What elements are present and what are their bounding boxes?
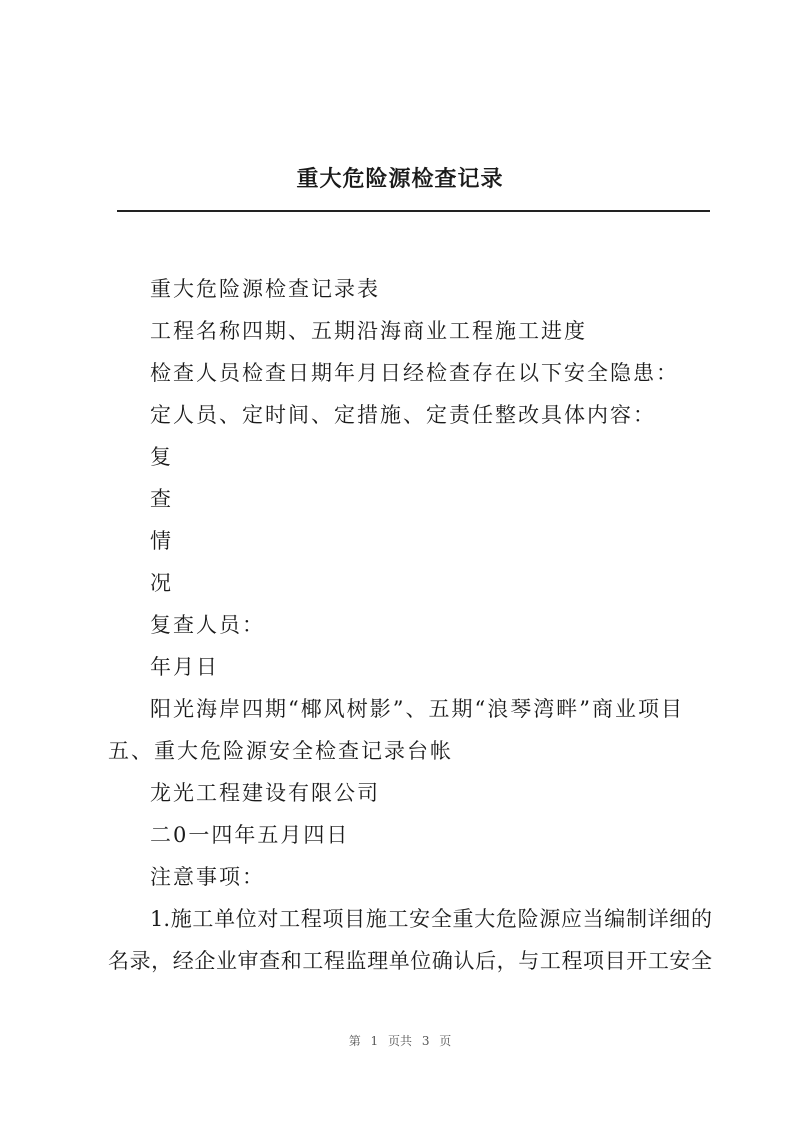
paragraph-review-char-1: 复 [150, 445, 173, 469]
paragraph-project-name: 工程名称四期、五期沿海商业工程施工进度 [150, 319, 587, 343]
paragraph-reviewer: 复查人员： [150, 613, 265, 637]
paragraph-form-title: 重大危险源检查记录表 [150, 277, 380, 301]
paragraph-rectification: 定人员、定时间、定措施、定责任整改具体内容： [150, 403, 656, 427]
paragraph-notes-heading: 注意事项： [150, 865, 265, 889]
paragraph-review-char-2: 查 [150, 487, 173, 511]
title-divider [117, 210, 710, 212]
paragraph-section-heading: 五、重大危险源安全检查记录台帐 [108, 739, 453, 763]
document-body [108, 268, 712, 982]
paragraph-note-1-line-2: 名录，经企业审查和工程监理单位确认后，与工程项目开工安全 [108, 949, 712, 973]
page-title: 重大危险源检查记录 [296, 166, 504, 192]
paragraph-date-blank: 年月日 [150, 655, 219, 679]
paragraph-company: 龙光工程建设有限公司 [150, 781, 380, 805]
paragraph-project-title: 阳光海岸四期“椰风树影”、五期“浪琴湾畔”商业项目 [150, 697, 684, 721]
paragraph-inspection-info: 检查人员检查日期年月日经检查存在以下安全隐患： [150, 361, 679, 385]
paragraph-note-1-line-1: 1.施工单位对工程项目施工安全重大危险源应当编制详细的 [150, 907, 712, 931]
paragraph-date: 二0一四年五月四日 [150, 823, 350, 847]
page-footer: 第 1 页共 3 页 [348, 1034, 452, 1048]
paragraph-review-char-3: 情 [150, 529, 173, 553]
paragraph-review-char-4: 况 [150, 571, 173, 595]
